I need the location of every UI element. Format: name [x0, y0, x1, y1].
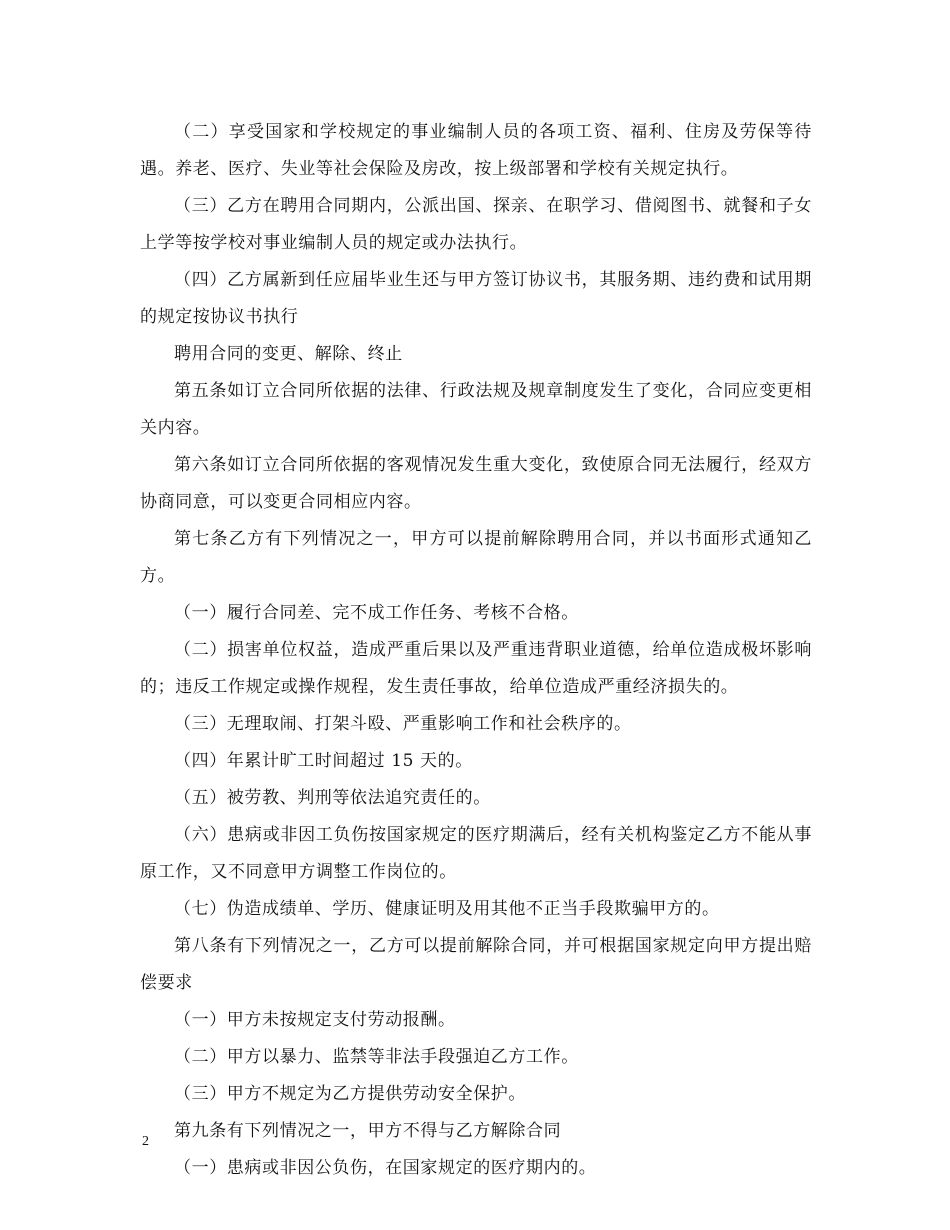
- list-item: （一）履行合同差、完不成工作任务、考核不合格。: [174, 603, 579, 623]
- list-item: （六）患病或非因工负伤按国家规定的医疗期满后，经有关机构鉴定乙方不能从事原工作，又不同意甲方调整工作岗位的。: [140, 825, 812, 882]
- list-item: （五）被劳教、判刑等依法追究责任的。: [174, 788, 491, 808]
- paragraph: （二）享受国家和学校规定的事业编制人员的各项工资、福利、住房及劳保等待遇。养老、医疗、失业等社会保险及房改，按上级部署和学校有关规定执行。: [140, 122, 812, 179]
- document-body: [140, 114, 812, 1187]
- paragraph: （四）乙方属新到任应届毕业生还与甲方签订协议书，其服务期、违约费和试用期的规定按协议书执行: [140, 270, 812, 327]
- list-item: （一）甲方未按规定支付劳动报酬。: [174, 1010, 456, 1030]
- paragraph: 第五条如订立合同所依据的法律、行政法规及规章制度发生了变化，合同应变更相关内容。: [140, 381, 812, 438]
- section-heading: 聘用合同的变更、解除、终止: [174, 344, 403, 364]
- list-item: （四）年累计旷工时间超过 15 天的。: [174, 751, 473, 771]
- paragraph: （三）乙方在聘用合同期内，公派出国、探亲、在职学习、借阅图书、就餐和子女上学等按学校对事业编制人员的规定或办法执行。: [140, 196, 812, 253]
- list-item: （二）损害单位权益，造成严重后果以及严重违背职业道德，给单位造成极坏影响的；违反工作规定或操作规程，发生责任事故，给单位造成严重经济损失的。: [140, 640, 812, 697]
- page-number: 2: [142, 1134, 149, 1149]
- list-item: （一）患病或非因公负伤，在国家规定的医疗期内的。: [174, 1158, 597, 1178]
- list-item: （二）甲方以暴力、监禁等非法手段强迫乙方工作。: [174, 1047, 579, 1067]
- list-item: （三）甲方不规定为乙方提供劳动安全保护。: [174, 1084, 526, 1104]
- paragraph: 第六条如订立合同所依据的客观情况发生重大变化，致使原合同无法履行，经双方协商同意，可以变更合同相应内容。: [140, 455, 812, 512]
- list-item: （三）无理取闹、打架斗殴、严重影响工作和社会秩序的。: [174, 714, 632, 734]
- paragraph: 第八条有下列情况之一，乙方可以提前解除合同，并可根据国家规定向甲方提出赔偿要求: [140, 936, 812, 993]
- paragraph: 第七条乙方有下列情况之一，甲方可以提前解除聘用合同，并以书面形式通知乙方。: [140, 529, 812, 586]
- paragraph: 第九条有下列情况之一，甲方不得与乙方解除合同: [174, 1121, 562, 1141]
- list-item: （七）伪造成绩单、学历、健康证明及用其他不正当手段欺骗甲方的。: [174, 899, 720, 919]
